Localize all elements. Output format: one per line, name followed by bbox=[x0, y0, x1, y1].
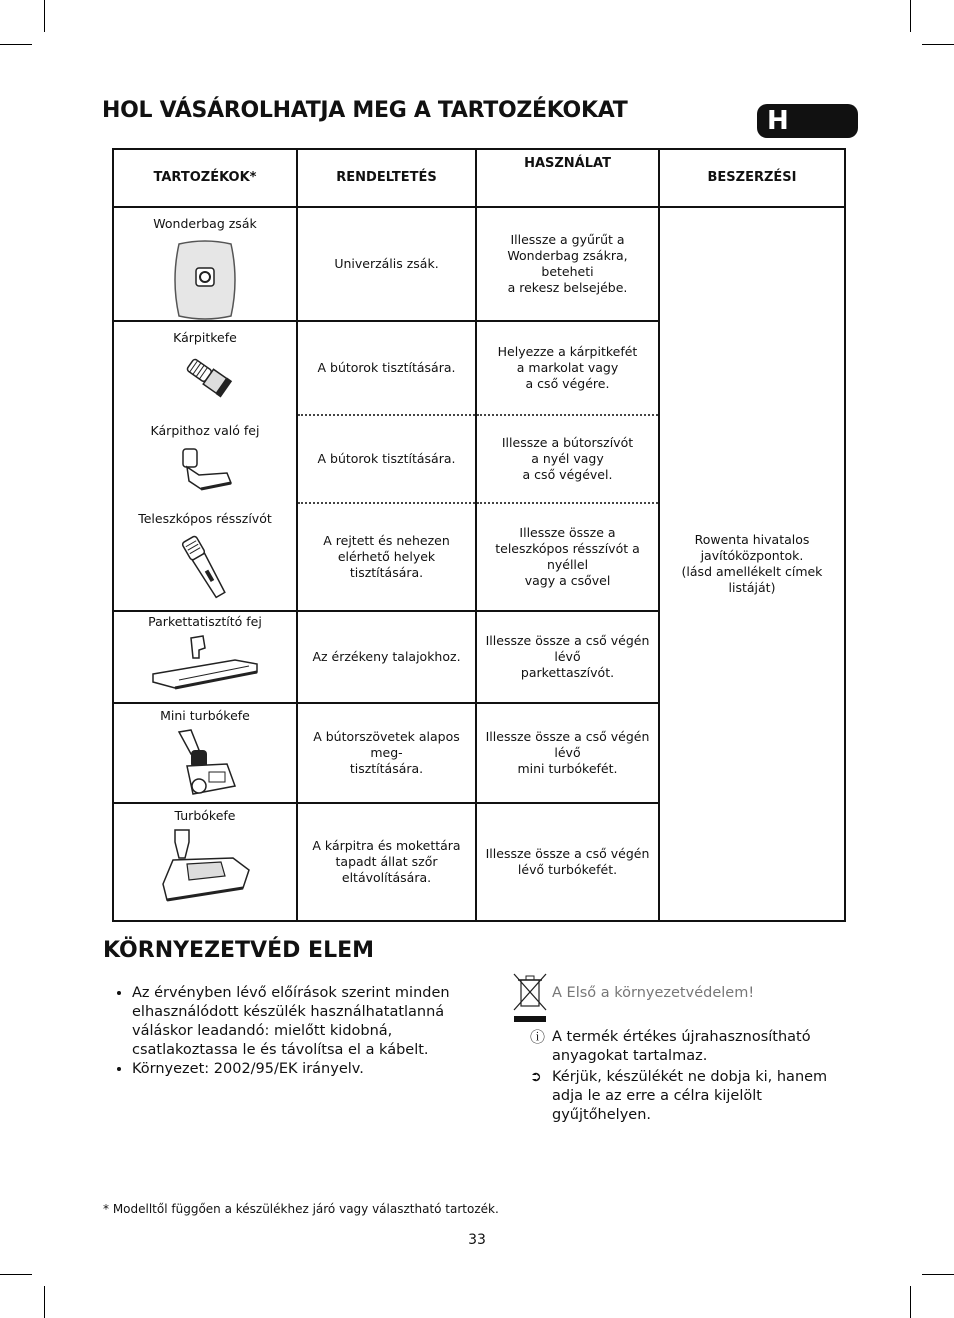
accessory-cell bbox=[113, 503, 297, 611]
purpose-cell: A rejtett és nehezen elérhető helyek tisztítására. bbox=[297, 503, 476, 611]
crop-mark bbox=[922, 1274, 954, 1275]
column-header: RENDELTETÉS bbox=[297, 149, 476, 207]
parquet-brush-icon bbox=[149, 634, 261, 692]
usage-cell: Helyezze a kárpitkefét a markolat vagy a cső végére. bbox=[476, 321, 659, 415]
accessory-cell bbox=[113, 321, 297, 415]
purpose-cell: A kárpitra és mokettára tapadt állat szőr eltávolítására. bbox=[297, 803, 476, 921]
accessory-name: Mini turbókefe bbox=[160, 708, 250, 723]
info-icon: ⓘ bbox=[530, 1028, 546, 1046]
turbo-brush-icon bbox=[159, 828, 251, 904]
accessory-cell bbox=[113, 415, 297, 503]
language-badge: H bbox=[757, 104, 858, 138]
usage-cell: Illessze össze a cső végén lévő parkettaszívót. bbox=[476, 611, 659, 703]
purpose-cell: A bútorok tisztítására. bbox=[297, 321, 476, 415]
usage-cell: Illessze össze a cső végén lévő mini turbókefét. bbox=[476, 703, 659, 803]
accessory-name: Parkettatisztító fej bbox=[148, 614, 262, 629]
crop-mark bbox=[44, 0, 45, 32]
page-number: 33 bbox=[468, 1232, 486, 1248]
arrow-text: Kérjük, készülékét ne dobja ki, hanem adja le az erre a célra kijelölt gyűjtőhelyen. bbox=[552, 1069, 828, 1123]
upholstery-brush-icon bbox=[177, 354, 233, 402]
crossed-bin-icon bbox=[512, 972, 548, 1024]
sourcing-cell: Rowenta hivatalos javítóközpontok. (lásd amellékelt címek listáját) bbox=[659, 207, 845, 921]
arrow-right-icon: ➲ bbox=[530, 1069, 542, 1085]
info-text: A termék értékes újrahasznosítható anyagokat tartalmaz. bbox=[552, 1029, 811, 1064]
usage-cell: Illessze a bútorszívót a nyél vagy a cső végével. bbox=[476, 415, 659, 503]
page-title: HOL VÁSÁROLHATJA MEG A TARTOZÉKOKAT bbox=[102, 98, 628, 123]
motto-text: A Első a környezetvédelem! bbox=[552, 985, 755, 1001]
purpose-cell: A bútorok tisztítására. bbox=[297, 415, 476, 503]
crop-mark bbox=[0, 44, 32, 45]
crop-mark bbox=[910, 1286, 911, 1318]
crop-mark bbox=[44, 1286, 45, 1318]
accessory-name: Turbókefe bbox=[174, 808, 236, 823]
accessory-cell bbox=[113, 803, 297, 921]
usage-cell: Illessze össze a cső végén lévő turbókefét. bbox=[476, 803, 659, 921]
purpose-cell: Az érzékeny talajokhoz. bbox=[297, 611, 476, 703]
mini-turbo-brush-icon bbox=[169, 728, 241, 802]
table-row bbox=[113, 207, 845, 321]
environment-list bbox=[108, 984, 482, 1079]
accessory-name: Teleszkópos résszívót bbox=[138, 511, 272, 526]
accessory-cell bbox=[113, 207, 297, 321]
usage-cell: Illessze a gyűrűt a Wonderbag zsákra, beteheti a rekesz belsejébe. bbox=[476, 207, 659, 321]
column-header: TARTOZÉKOK* bbox=[113, 149, 297, 207]
environment-notice bbox=[512, 972, 852, 1125]
purpose-cell: A bútorszövetek alapos meg- tisztítására. bbox=[297, 703, 476, 803]
vacuum-bag-icon bbox=[169, 240, 241, 320]
column-header: HASZNÁLAT bbox=[476, 149, 659, 207]
section-title: KÖRNYEZETVÉD ELEM bbox=[103, 938, 375, 963]
accessory-cell bbox=[113, 703, 297, 803]
crop-mark bbox=[910, 0, 911, 32]
accessory-name: Wonderbag zsák bbox=[153, 216, 257, 231]
upholstery-nozzle-icon bbox=[175, 447, 235, 493]
accessory-name: Kárpithoz való fej bbox=[150, 423, 260, 438]
list-item: • Környezet: 2002/95/EK irányelv. bbox=[132, 1060, 482, 1079]
crevice-tool-icon bbox=[175, 535, 235, 601]
purpose-cell: Univerzális zsák. bbox=[297, 207, 476, 321]
table-header-row bbox=[113, 149, 845, 207]
footnote: * Modelltől függően a készülékhez járó vagy választható tartozék. bbox=[103, 1202, 499, 1216]
usage-cell: Illessze össze a teleszkópos résszívót a nyéllel vagy a csővel bbox=[476, 503, 659, 611]
accessory-cell bbox=[113, 611, 297, 703]
list-item: • Az érvényben lévő előírások szerint minden elhasználódott készülék használhatatlanná váláskor leadandó: mielőtt kidobná, csatlakoztassa le és távolítsa el a kábelt. bbox=[132, 984, 482, 1060]
column-header: BESZERZÉSI bbox=[659, 149, 845, 207]
crop-mark bbox=[0, 1274, 32, 1275]
crop-mark bbox=[922, 44, 954, 45]
accessories-table bbox=[112, 148, 846, 922]
accessory-name: Kárpitkefe bbox=[173, 330, 237, 345]
